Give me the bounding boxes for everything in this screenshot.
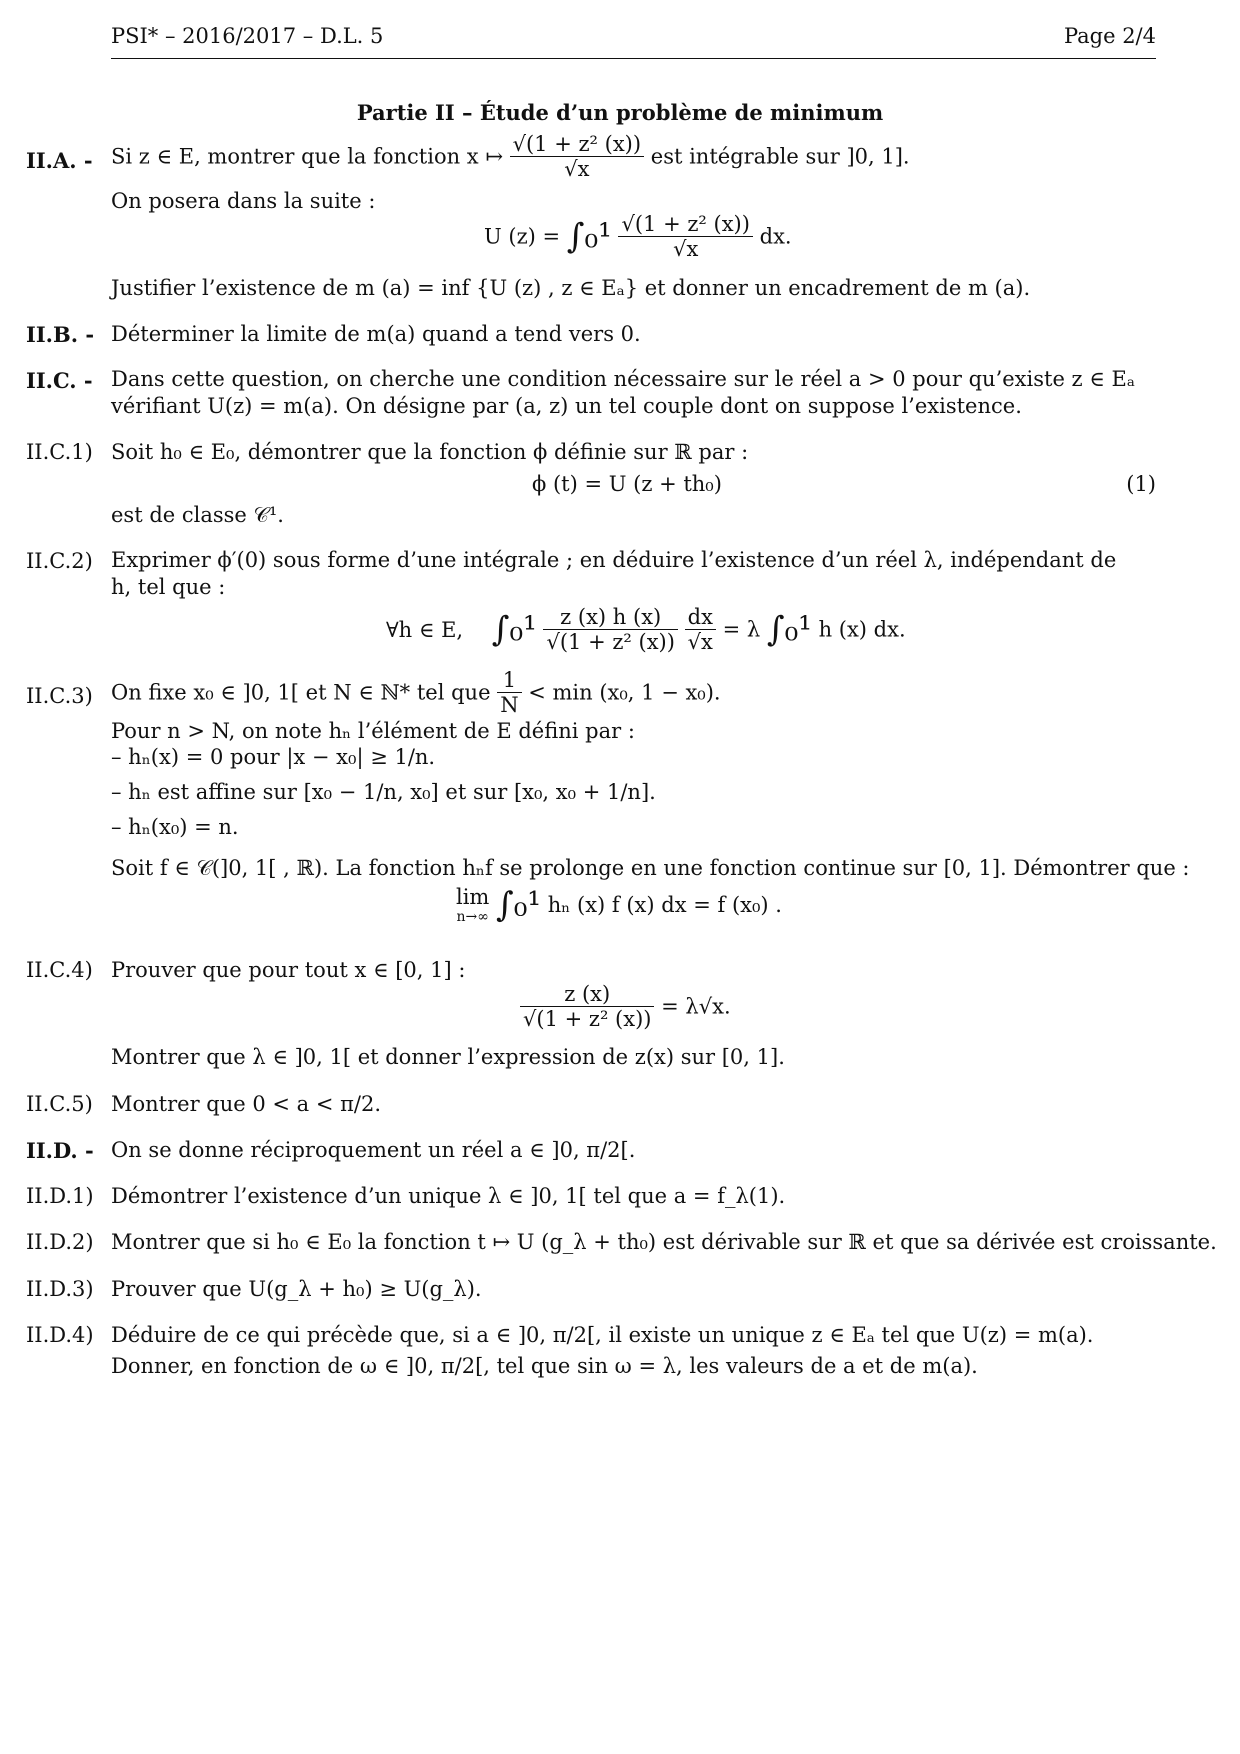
IIC2-eq-integral2: ∫₀¹ — [766, 609, 812, 650]
IIC1-text: Soit h₀ ∈ E₀, démontrer que la fonction ϕ définie sur ℝ par : — [111, 440, 749, 464]
IIA-eq-lhs: U (z) = — [484, 224, 561, 249]
IIC3-eq-limit — [456, 885, 489, 925]
IIA-eq-fraction — [618, 212, 752, 261]
IIC2-eq-tail: h (x) dx. — [818, 617, 906, 642]
label-IID: II.D. - — [26, 1138, 94, 1163]
IIC3-fraction — [497, 668, 521, 717]
IIC1-equation: ϕ (t) = U (z + th₀) — [532, 472, 722, 496]
IIC2-eq-num2: dx — [685, 605, 716, 630]
IIC2-eq-fraction2 — [685, 605, 716, 654]
IIC-text: Dans cette question, on cherche une condition nécessaire sur le réel a > 0 pour qu’existe z ∈ Eₐ vérifiant U(z) = m(a). On désigne par (a, z) un tel couple dont on suppose l’existence. — [111, 367, 1135, 418]
IIC4-text2: Montrer que λ ∈ ]0, 1[ et donner l’expression de z(x) sur [0, 1]. — [111, 1045, 785, 1069]
IIC4-text: Prouver que pour tout x ∈ [0, 1] : — [111, 958, 466, 982]
IIC4-eq-den: √(1 + z² (x)) — [523, 1007, 652, 1031]
IIA-line1 — [111, 132, 910, 181]
IIA-eq-frac-den: √x — [673, 237, 699, 261]
IIA-line1-post: est intégrable sur ]0, 1]. — [650, 144, 910, 169]
IIB-text: Déterminer la limite de m(a) quand a tend vers 0. — [111, 322, 641, 346]
IIC2-eq-mid: = λ — [722, 617, 761, 642]
IIA-frac-den: √x — [564, 157, 590, 181]
IIC4-eq-tail: = λ√x. — [661, 994, 731, 1019]
IIC1-equation-number: (1) — [1126, 472, 1156, 496]
label-IID1: II.D.1) — [26, 1184, 94, 1208]
IIC4-eq-num: z (x) — [520, 982, 654, 1007]
header-page-number: Page 2/4 — [1063, 24, 1156, 48]
IIC3-line2: Pour n > N, on note hₙ l’élément de E défini par : — [111, 719, 635, 743]
IIA-line1-pre: Si z ∈ E, montrer que la fonction x ↦ — [111, 144, 503, 169]
IIC3-equation — [456, 885, 782, 925]
IIC3-bullet-2: – hₙ est affine sur [x₀ − 1/n, x₀] et sur [x₀, x₀ + 1/n]. — [111, 780, 656, 804]
IIC3-bullet-3: – hₙ(x₀) = n. — [111, 815, 239, 839]
IIC2-text: Exprimer ϕ′(0) sous forme d’une intégrale ; en déduire l’existence d’un réel λ, indépendant de h, tel que : — [111, 548, 1117, 599]
label-IIC1: II.C.1) — [26, 440, 93, 464]
IIC4-equation — [520, 982, 731, 1031]
IIC3-line1-post: < min (x₀, 1 − x₀). — [528, 680, 721, 705]
IIC5-text: Montrer que 0 < a < π/2. — [111, 1092, 382, 1116]
IIA-line2: On posera dans la suite : — [111, 189, 376, 213]
IIA-fraction — [510, 132, 644, 181]
IIC3-eq-tail: hₙ (x) f (x) dx = f (x₀) . — [547, 893, 782, 917]
IIC3-frac-num: 1 — [497, 668, 521, 693]
IID2-text: Montrer que si h₀ ∈ E₀ la fonction t ↦ U (g_λ + th₀) est dérivable sur ℝ et que sa dérivée est croissante. — [111, 1230, 1217, 1254]
IIC2-eq-integral: ∫₀¹ — [491, 609, 537, 650]
IIC3-eq-lim: lim — [456, 885, 490, 909]
IIC3-eq-lim-sub: n→∞ — [456, 909, 489, 925]
IID4-text2: Donner, en fonction de ω ∈ ]0, π/2[, tel que sin ω = λ, les valeurs de a et de m(a). — [111, 1354, 978, 1378]
IIC3-frac-den: N — [500, 693, 519, 717]
label-IIB: II.B. - — [26, 322, 95, 347]
IID-text: On se donne réciproquement un réel a ∈ ]0, π/2[. — [111, 1138, 636, 1162]
label-IID3: II.D.3) — [26, 1277, 94, 1301]
section-title: Partie II – Étude d’un problème de minimum — [356, 100, 884, 125]
IIC2-eq-pre: ∀h ∈ E, — [386, 617, 464, 642]
IID3-text: Prouver que U(g_λ + h₀) ≥ U(g_λ). — [111, 1277, 482, 1301]
IIC1-text2: est de classe 𝒞¹. — [111, 503, 284, 527]
label-IID2: II.D.2) — [26, 1230, 94, 1254]
IIA-eq-integral: ∫₀¹ — [566, 216, 612, 257]
header-course: PSI* – 2016/2017 – D.L. 5 — [111, 24, 384, 48]
IIC3-bullet-1: – hₙ(x) = 0 pour |x − x₀| ≥ 1/n. — [111, 745, 436, 769]
IIC2-eq-fraction1 — [543, 605, 677, 654]
IIA-line3: Justifier l’existence de m (a) = inf {U (z) , z ∈ Eₐ} et donner un encadrement de m (a). — [111, 276, 1031, 300]
IIA-eq-frac-num: √(1 + z² (x)) — [618, 212, 752, 237]
IID4-text: Déduire de ce qui précède que, si a ∈ ]0, π/2[, il existe un unique z ∈ Eₐ tel que U(z) = m(a). — [111, 1323, 1094, 1347]
label-IIA: II.A. - — [26, 148, 93, 173]
IIC4-eq-fraction — [520, 982, 654, 1031]
IIC2-eq-den1: √(1 + z² (x)) — [546, 630, 675, 654]
IIC3-eq-integral: ∫₀¹ — [496, 885, 542, 925]
label-IIC4: II.C.4) — [26, 958, 93, 982]
IIC3-line3: Soit f ∈ 𝒞(]0, 1[ , ℝ). La fonction hₙf se prolonge en une fonction continue sur [0, 1]. Démontrer que : — [111, 856, 1190, 880]
page-header — [111, 24, 1156, 59]
label-IID4: II.D.4) — [26, 1323, 94, 1347]
IIC3-line1-pre: On fixe x₀ ∈ ]0, 1[ et N ∈ ℕ* tel que — [111, 680, 491, 705]
IIA-eq-tail: dx. — [759, 224, 792, 249]
IIC2-eq-den2: √x — [687, 630, 713, 654]
IID1-text: Démontrer l’existence d’un unique λ ∈ ]0, 1[ tel que a = f_λ(1). — [111, 1184, 786, 1208]
IIC2-eq-num1: z (x) h (x) — [543, 605, 677, 630]
label-IIC3: II.C.3) — [26, 684, 93, 708]
IIA-frac-num: √(1 + z² (x)) — [510, 132, 644, 157]
IIC3-line1 — [111, 668, 721, 717]
IIC2-equation — [386, 605, 906, 654]
IIA-equation — [484, 212, 792, 261]
label-IIC5: II.C.5) — [26, 1092, 93, 1116]
label-IIC: II.C. - — [26, 368, 93, 393]
label-IIC2: II.C.2) — [26, 549, 93, 573]
